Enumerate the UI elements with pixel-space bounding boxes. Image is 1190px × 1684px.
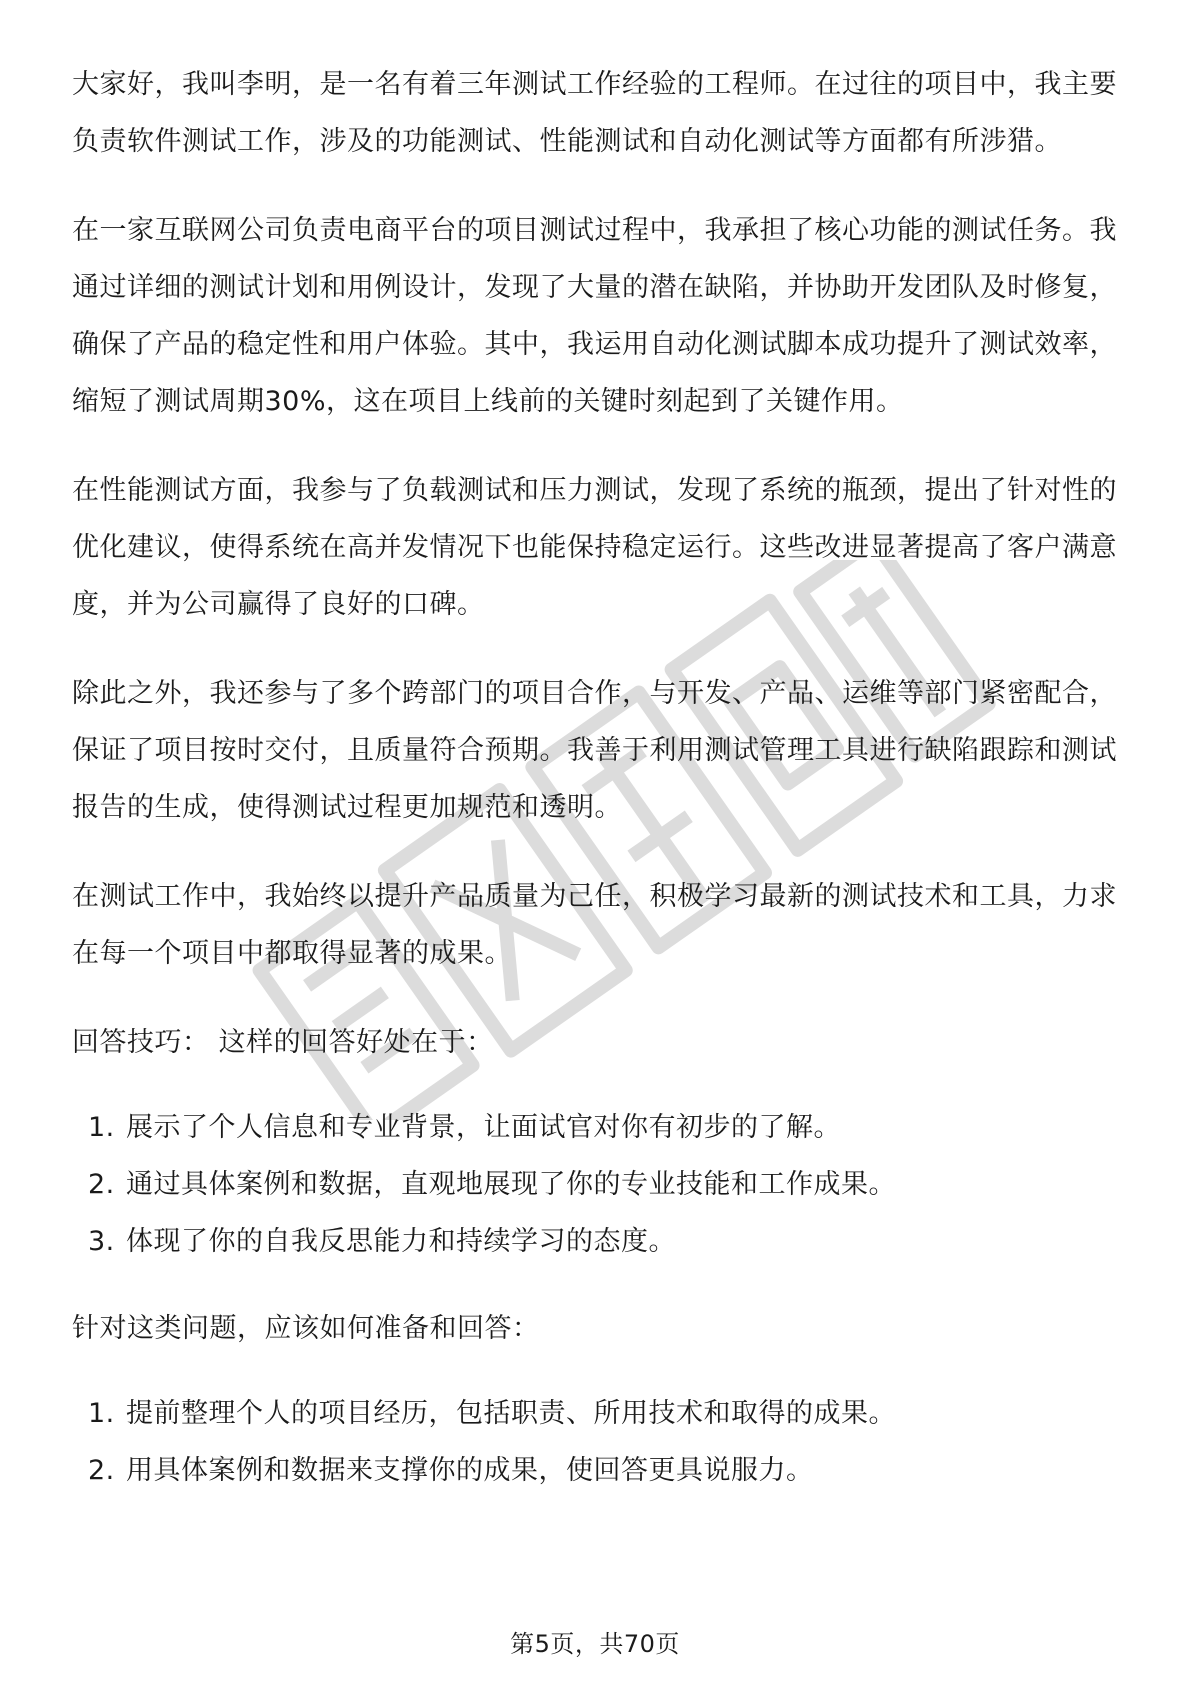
paragraph-ecommerce-testing: 在一家互联网公司负责电商平台的项目测试过程中，我承担了核心功能的测试任务。我通过详细的测试计划和用例设计，发现了大量的潜在缺陷，并协助开发团队及时修复，确保了产品的稳定性和用户体验。其中，我运用自动化测试脚本成功提升了测试效率，缩短了测试周期30%，这在项目上线前的关键时刻起到了关键作用。 xyxy=(72,215,1117,417)
list-item xyxy=(72,1156,1122,1213)
paragraph-performance-testing: 在性能测试方面，我参与了负载测试和压力测试，发现了系统的瓶颈，提出了针对性的优化建议，使得系统在高并发情况下也能保持稳定运行。这些改进显著提高了客户满意度，并为公司赢得了良好的口碑。 xyxy=(72,475,1117,620)
list-item xyxy=(72,1213,1122,1270)
paragraph-collaboration: 除此之外，我还参与了多个跨部门的项目合作，与开发、产品、运维等部门紧密配合，保证了项目按时交付，且质量符合预期。我善于利用测试管理工具进行缺陷跟踪和测试报告的生成，使得测试过程更加规范和透明。 xyxy=(72,678,1117,823)
list-item xyxy=(72,1099,1122,1156)
list-text: 展示了个人信息和专业背景，让面试官对你有初步的了解。 xyxy=(126,1112,841,1143)
list-number: 1. xyxy=(88,1112,115,1143)
paragraph-conclusion: 在测试工作中，我始终以提升产品质量为己任，积极学习最新的测试技术和工具，力求在每一个项目中都取得显著的成果。 xyxy=(72,881,1117,969)
list-text: 用具体案例和数据来支撑你的成果，使回答更具说服力。 xyxy=(126,1455,814,1486)
list-number: 3. xyxy=(88,1226,115,1257)
prep-heading: 针对这类问题，应该如何准备和回答： xyxy=(72,1313,540,1344)
page-number: 第5页，共70页 xyxy=(510,1630,680,1658)
list-number: 1. xyxy=(88,1398,115,1429)
list-number: 2. xyxy=(88,1169,115,1200)
list-text: 体现了你的自我反思能力和持续学习的态度。 xyxy=(126,1226,676,1257)
list-item xyxy=(72,1442,1122,1499)
document-body xyxy=(72,56,1122,1529)
tips-list xyxy=(72,1099,1122,1270)
prep-list xyxy=(72,1385,1122,1499)
list-text: 提前整理个人的项目经历，包括职责、所用技术和取得的成果。 xyxy=(126,1398,896,1429)
list-number: 2. xyxy=(88,1455,115,1486)
paragraph-intro: 大家好，我叫李明，是一名有着三年测试工作经验的工程师。在过往的项目中，我主要负责软件测试工作，涉及的功能测试、性能测试和自动化测试等方面都有所涉猎。 xyxy=(72,69,1117,157)
list-text: 通过具体案例和数据，直观地展现了你的专业技能和工作成果。 xyxy=(126,1169,896,1200)
list-item xyxy=(72,1385,1122,1442)
tips-heading: 回答技巧： 这样的回答好处在于： xyxy=(72,1027,494,1058)
